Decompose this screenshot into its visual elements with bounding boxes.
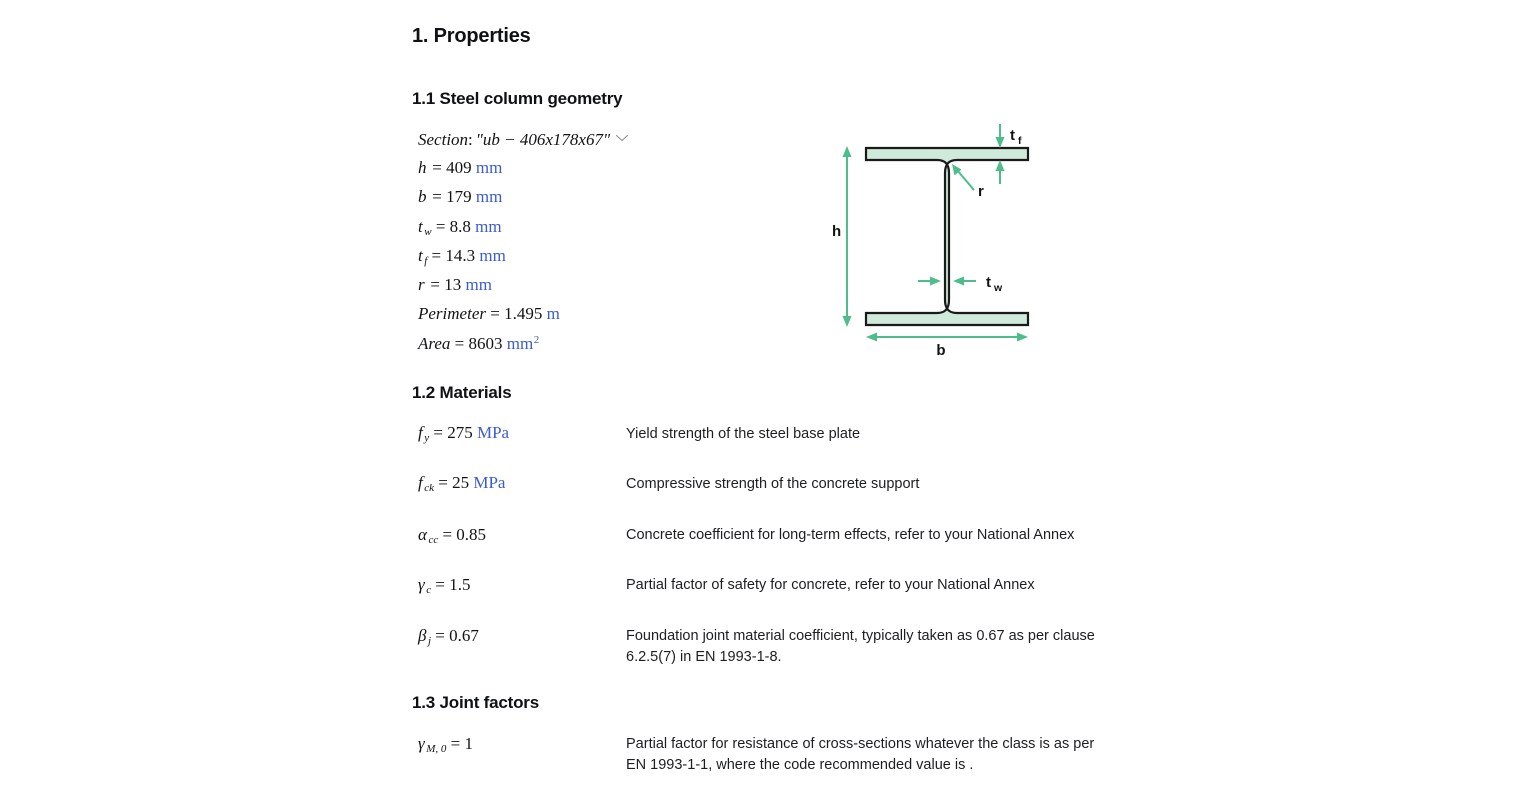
material-description-fy: Yield strength of the steel base plate	[626, 426, 861, 442]
symbol: γ	[418, 734, 425, 753]
symbol: f	[418, 423, 423, 442]
value: 0.67	[449, 626, 479, 645]
unit: mm	[475, 217, 502, 236]
dimension-label-tw-sub: w	[994, 282, 1003, 294]
equals: =	[450, 734, 461, 753]
equals: =	[442, 525, 453, 544]
geometry-row-b	[418, 187, 502, 208]
material-symbol-fy	[418, 423, 509, 444]
geometry-row-r	[418, 275, 492, 296]
subscript: cc	[428, 534, 439, 547]
material-description-fck: Compressive strength of the concrete support	[626, 476, 920, 492]
symbol: γ	[418, 575, 425, 594]
value: 179	[446, 187, 472, 206]
equals: =	[433, 423, 443, 442]
heading-materials: 1.2 Materials	[412, 383, 512, 402]
unit: mm	[475, 187, 503, 206]
material-description-gamma-c: Partial factor of safety for concrete, refer to your National Annex	[626, 577, 1035, 593]
equals: =	[432, 187, 442, 206]
geometry-row-tw	[418, 217, 502, 238]
geometry-row-h	[418, 158, 502, 179]
i-beam-cross-section-diagram	[818, 118, 1068, 368]
geometry-row-perimeter	[418, 304, 560, 324]
dimension-label-tf: t	[1010, 127, 1015, 144]
equals: =	[435, 626, 445, 645]
heading-joint-factors: 1.3 Joint factors	[412, 693, 539, 712]
value: 14.3	[445, 246, 476, 265]
unit: mm	[475, 158, 503, 177]
dimension-label-b: b	[936, 342, 946, 359]
unit: mm	[479, 246, 506, 265]
equals: =	[435, 575, 445, 594]
unit: mm	[506, 334, 534, 354]
symbol: b	[418, 187, 427, 206]
dimension-h-arrow	[843, 146, 852, 327]
equals: =	[490, 304, 500, 323]
value: 1.5	[449, 575, 471, 594]
symbol: β	[418, 626, 427, 645]
geometry-row-area	[418, 334, 539, 354]
value: 8603	[468, 334, 503, 354]
value: 13	[444, 275, 462, 294]
unit: MPa	[476, 423, 510, 442]
subscript: j	[427, 635, 432, 648]
unit-exponent: 2	[533, 334, 540, 346]
equals: =	[435, 217, 446, 236]
symbol: Perimeter	[418, 304, 486, 323]
symbol: r	[418, 275, 425, 294]
heading-steel-column-geometry: 1.1 Steel column geometry	[412, 89, 623, 108]
equals: =	[438, 473, 448, 492]
value: 0.85	[456, 525, 487, 544]
unit: m	[546, 304, 560, 323]
value: 1.495	[504, 304, 543, 323]
equals: =	[430, 275, 440, 294]
material-symbol-alpha-cc	[418, 525, 486, 546]
material-symbol-fck	[418, 473, 505, 494]
symbol: Area	[418, 334, 451, 354]
dimension-label-h: h	[832, 223, 842, 240]
chevron-down-icon[interactable]	[615, 133, 629, 143]
subscript: w	[424, 226, 432, 239]
page-title: 1. Properties	[412, 25, 531, 47]
geometry-row-tf	[418, 246, 506, 267]
subscript: ck	[424, 482, 434, 495]
equals: =	[431, 246, 442, 265]
symbol: t	[418, 246, 423, 265]
section-selector-row[interactable]	[418, 130, 610, 150]
material-description-alpha-cc: Concrete coefficient for long-term effects, refer to your National Annex	[626, 527, 1075, 543]
dimension-label-r: r	[978, 183, 984, 200]
section-separator: :	[468, 130, 473, 149]
dimension-label-tf-sub: f	[1018, 135, 1022, 147]
symbol: h	[418, 158, 427, 177]
section-value: "ub − 406x178x67"	[475, 130, 611, 149]
value: 8.8	[449, 217, 471, 236]
symbol: t	[418, 217, 423, 236]
value: 25	[452, 473, 470, 492]
equals: =	[432, 158, 442, 177]
material-symbol-beta-j	[418, 626, 479, 647]
dimension-label-tw: t	[986, 274, 991, 291]
joint-description-gamma-m0: Partial factor for resistance of cross-sections whatever the class is as per EN 1993-1-1, where the code recommended value is .	[626, 736, 1095, 773]
value: 275	[447, 423, 473, 442]
unit: MPa	[473, 473, 506, 492]
subscript: M, 0	[426, 743, 447, 756]
subscript: c	[426, 584, 432, 597]
section-label: Section	[418, 130, 469, 149]
value: 1	[464, 734, 473, 753]
subscript: f	[424, 255, 428, 268]
dimension-r-arrow	[952, 164, 974, 190]
subscript: y	[424, 432, 430, 445]
equals: =	[454, 334, 465, 354]
material-description-beta-j: Foundation joint material coefficient, typically taken as 0.67 as per clause 6.2.5(7) in EN 1993-1-8.	[626, 628, 1095, 665]
dimension-b-arrow	[866, 333, 1028, 342]
value: 409	[446, 158, 472, 177]
unit: mm	[465, 275, 492, 294]
symbol: f	[418, 473, 423, 492]
material-symbol-gamma-c	[418, 575, 470, 596]
symbol: α	[418, 525, 427, 544]
joint-symbol-gamma-m0	[418, 734, 473, 755]
